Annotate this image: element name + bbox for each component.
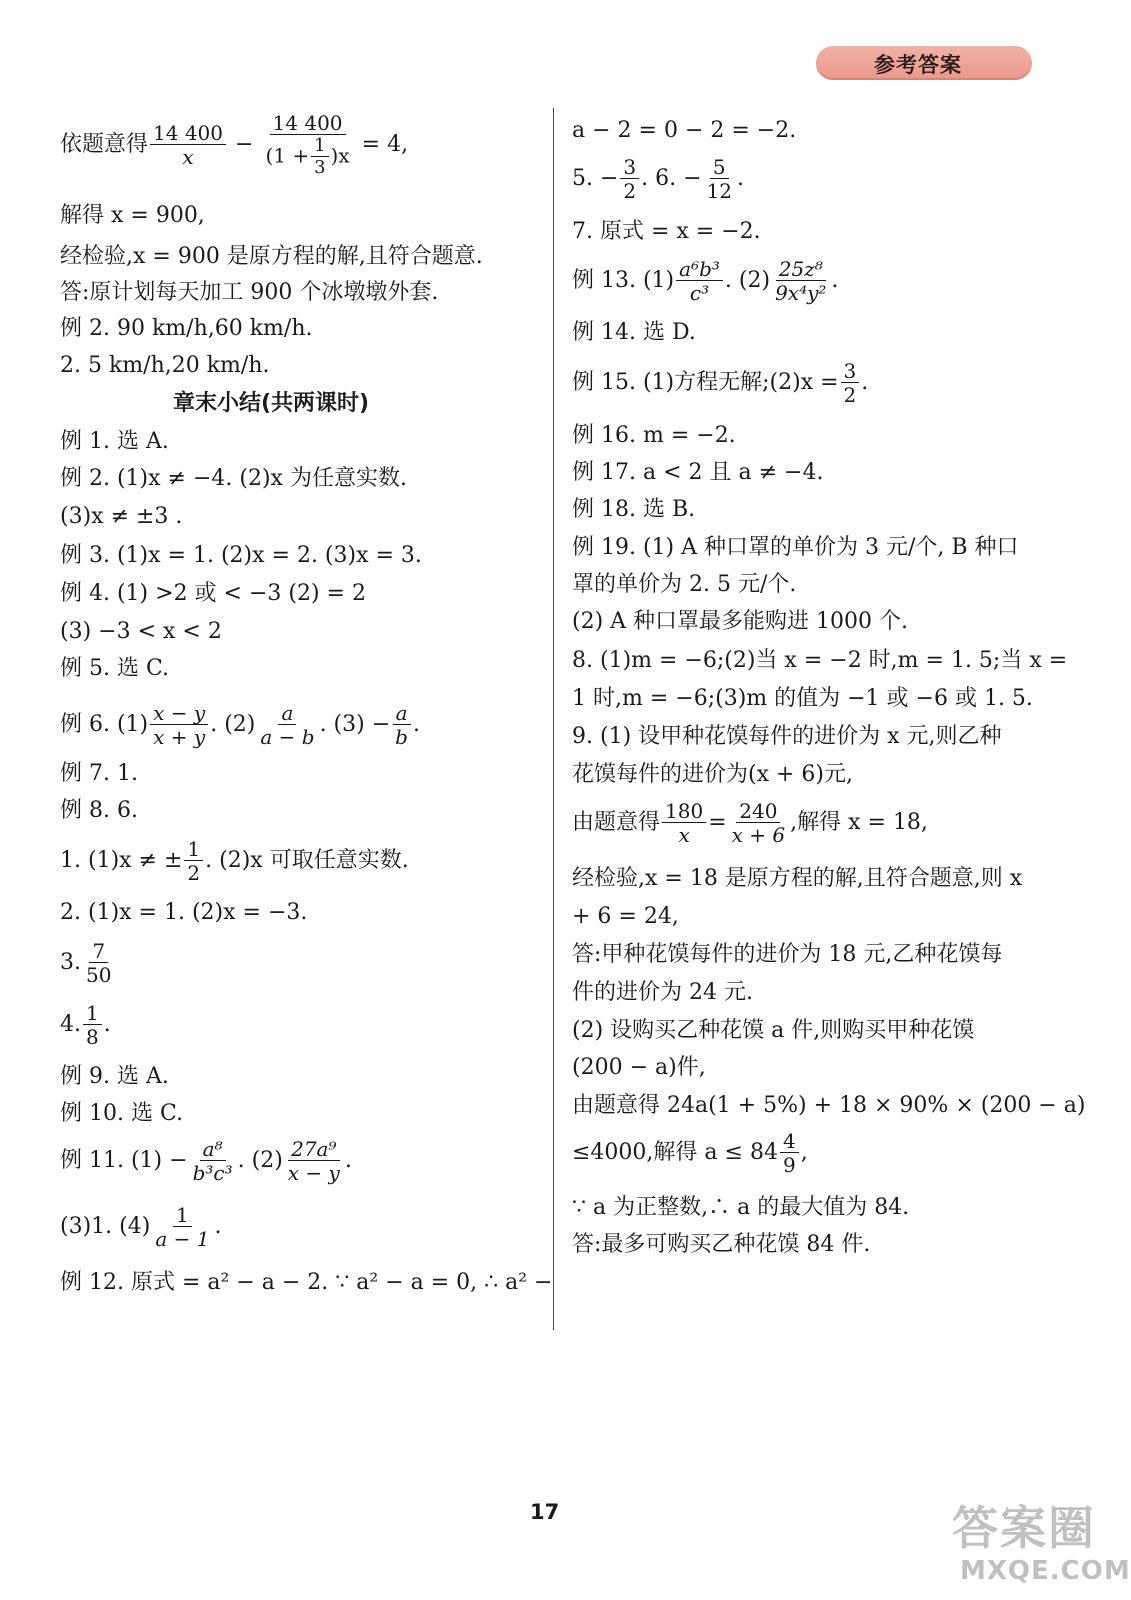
fraction: $\frac{a}{a - b}$ bbox=[260, 701, 315, 749]
right-line-19: + 6 = 24, bbox=[572, 904, 679, 929]
right-line-20: 答:甲种花馍每件的进价为 18 元,乙种花馍每 bbox=[572, 942, 1003, 967]
fraction: $\frac{\text{a⁶b³}}{\text{c³}}$ bbox=[676, 258, 723, 304]
right-line-26: ∵ a 为正整数,∴ a 的最大值为 84. bbox=[572, 1195, 910, 1220]
fraction: $\frac{a}{b}$ bbox=[392, 702, 411, 748]
fraction: $\frac{\text{25z⁸}}{\text{9x⁴y²}}$ bbox=[775, 257, 827, 305]
left-line-23: 例 11. (1) − $\frac{\text{a⁸}}{\text{b³c³}}$ . (2) $\frac{\text{27a⁹}}{x - y}$ . bbox=[60, 1137, 352, 1185]
left-line-12: (3) −3 < x < 2 bbox=[60, 619, 222, 644]
fraction: $\frac{4}{9}$ bbox=[780, 1130, 799, 1176]
column-divider bbox=[553, 108, 554, 1330]
fraction: $\frac{14 400}{x}$ bbox=[150, 122, 226, 168]
right-line-4: 例 13. (1) $\frac{\text{a⁶b³}}{\text{c³}}$ . (2) $\frac{\text{25z⁸}}{\text{9x⁴y²}}$ . bbox=[572, 257, 839, 305]
fraction: $\frac{7}{50}$ bbox=[86, 939, 112, 987]
left-line-10: 例 3. (1)x = 1. (2)x = 2. (3)x = 3. bbox=[60, 543, 422, 568]
left-line-2: 解得 x = 900, bbox=[60, 203, 205, 228]
right-line-8: 例 17. a < 2 且 a ≠ −4. bbox=[572, 460, 824, 485]
left-line-21: 例 9. 选 A. bbox=[60, 1064, 169, 1089]
left-line-5: 例 2. 90 km/h,60 km/h. bbox=[60, 316, 313, 341]
watermark-url: MXQE.COM bbox=[960, 1556, 1131, 1586]
fraction: $\frac{1}{a - 1}$ bbox=[155, 1203, 210, 1251]
right-line-16: 花馍每件的进价为(x + 6)元, bbox=[572, 762, 853, 787]
left-line-13: 例 5. 选 C. bbox=[60, 656, 170, 681]
right-line-25: ≤4000,解得 a ≤ 84 $\frac{4}{9}$ , bbox=[572, 1129, 808, 1177]
right-line-11: 罩的单价为 2. 5 元/个. bbox=[572, 572, 797, 597]
right-line-15: 9. (1) 设甲种花馍每件的进价为 x 元,则乙种 bbox=[572, 724, 1002, 749]
fraction: $\frac{180}{x}$ bbox=[662, 800, 706, 846]
right-line-12: (2) A 种口罩最多能购进 1000 个. bbox=[572, 609, 909, 634]
right-line-2: 5. − $\frac{3}{2}$ . 6. − $\frac{5}{12}$ . bbox=[572, 155, 745, 203]
right-line-5: 例 14. 选 D. bbox=[572, 320, 696, 345]
answer-header-label: 参考答案 bbox=[874, 53, 962, 77]
left-line-15: 例 7. 1. bbox=[60, 761, 138, 786]
left-line-24: (3)1. (4) $\frac{1}{a - 1}$ . bbox=[60, 1203, 222, 1251]
left-line-7: 例 1. 选 A. bbox=[60, 429, 169, 454]
right-line-22: (2) 设购买乙种花馍 a 件,则购买甲种花馍 bbox=[572, 1018, 975, 1043]
right-line-7: 例 16. m = −2. bbox=[572, 423, 736, 448]
fraction: $\frac{5}{12}$ bbox=[706, 155, 733, 203]
page-number: 17 bbox=[530, 1500, 560, 1524]
right-line-17: 由题意得 $\frac{180}{x}$ = $\frac{240}{x + 6}$ ,解得 x = 18, bbox=[572, 799, 928, 847]
right-line-18: 经检验,x = 18 是原方程的解,且符合题意,则 x bbox=[572, 866, 1023, 891]
left-line-18: 2. (1)x = 1. (2)x = −3. bbox=[60, 900, 308, 925]
left-line-14: 例 6. (1) $\frac{x - y}{x + y}$ . (2) $\frac{a}{a - b}$ . (3) − $\frac{a}{b}$ . bbox=[60, 701, 420, 749]
left-line-17: 1. (1)x ≠ ± $\frac{1}{2}$ . (2)x 可取任意实数. bbox=[60, 837, 409, 885]
fraction: $\frac{1}{2}$ bbox=[184, 838, 203, 884]
left-line-16: 例 8. 6. bbox=[60, 798, 138, 823]
fraction: $\frac{240}{x + 6}$ bbox=[731, 799, 786, 847]
fraction: $\frac{1}{8}$ bbox=[83, 1002, 102, 1048]
left-line-22: 例 10. 选 C. bbox=[60, 1101, 184, 1126]
fraction: $\frac{\text{a⁸}}{\text{b³c³}}$ bbox=[192, 1137, 233, 1185]
fraction: $\frac{x - y}{x + y}$ bbox=[150, 702, 208, 748]
left-line-11: 例 4. (1) >2 或 < −3 (2) = 2 bbox=[60, 581, 366, 606]
left-line-3: 经检验,x = 900 是原方程的解,且符合题意. bbox=[60, 244, 483, 269]
right-line-24: 由题意得 24a(1 + 5%) + 18 × 90% × (200 − a) bbox=[572, 1093, 1086, 1118]
left-line-19: 3. $\frac{7}{50}$ bbox=[60, 940, 116, 986]
right-line-27: 答:最多可购买乙种花馍 84 件. bbox=[572, 1232, 871, 1257]
left-line-9: (3)x ≠ ±3 . bbox=[60, 504, 183, 529]
watermark-text: 答案圈 bbox=[952, 1501, 1096, 1555]
right-line-9: 例 18. 选 B. bbox=[572, 497, 696, 522]
right-line-13: 8. (1)m = −6;(2)当 x = −2 时,m = 1. 5;当 x = bbox=[572, 648, 1068, 673]
right-line-6: 例 15. (1)方程无解;(2)x = $\frac{3}{2}$ . bbox=[572, 359, 869, 407]
left-line-1: 依题意得 $\frac{14 400}{x}$ − 14 400 (1 + $\frac{1}{3}$ )x = 4, bbox=[60, 111, 409, 178]
watermark-logo bbox=[946, 1492, 1131, 1596]
right-line-14: 1 时,m = −6;(3)m 的值为 −1 或 −6 或 1. 5. bbox=[572, 686, 1033, 711]
left-line-20: 4. $\frac{1}{8}$ . bbox=[60, 1001, 111, 1049]
left-line-8: 例 2. (1)x ≠ −4. (2)x 为任意实数. bbox=[60, 466, 407, 491]
fraction: $\frac{\text{27a⁹}}{x - y}$ bbox=[287, 1137, 340, 1185]
section-title: 章末小结(共两课时) bbox=[173, 391, 370, 416]
answer-header-tab bbox=[816, 46, 1032, 80]
right-line-23: (200 − a)件, bbox=[572, 1055, 706, 1080]
left-line-6: 2. 5 km/h,20 km/h. bbox=[60, 353, 270, 378]
right-line-1: a − 2 = 0 − 2 = −2. bbox=[572, 118, 797, 143]
left-line-4: 答:原计划每天加工 900 个冰墩墩外套. bbox=[60, 280, 439, 305]
right-line-10: 例 19. (1) A 种口罩的单价为 3 元/个, B 种口 bbox=[572, 535, 1019, 560]
fraction: $\frac{3}{2}$ bbox=[841, 360, 860, 406]
left-line-25: 例 12. 原式 = a² − a − 2. ∵ a² − a = 0, ∴ a² − bbox=[60, 1270, 553, 1295]
fraction: 14 400 (1 + $\frac{1}{3}$ )x bbox=[265, 111, 350, 178]
right-line-3: 7. 原式 = x = −2. bbox=[572, 219, 761, 244]
fraction: $\frac{3}{2}$ bbox=[620, 156, 639, 202]
right-line-21: 件的进价为 24 元. bbox=[572, 980, 753, 1005]
